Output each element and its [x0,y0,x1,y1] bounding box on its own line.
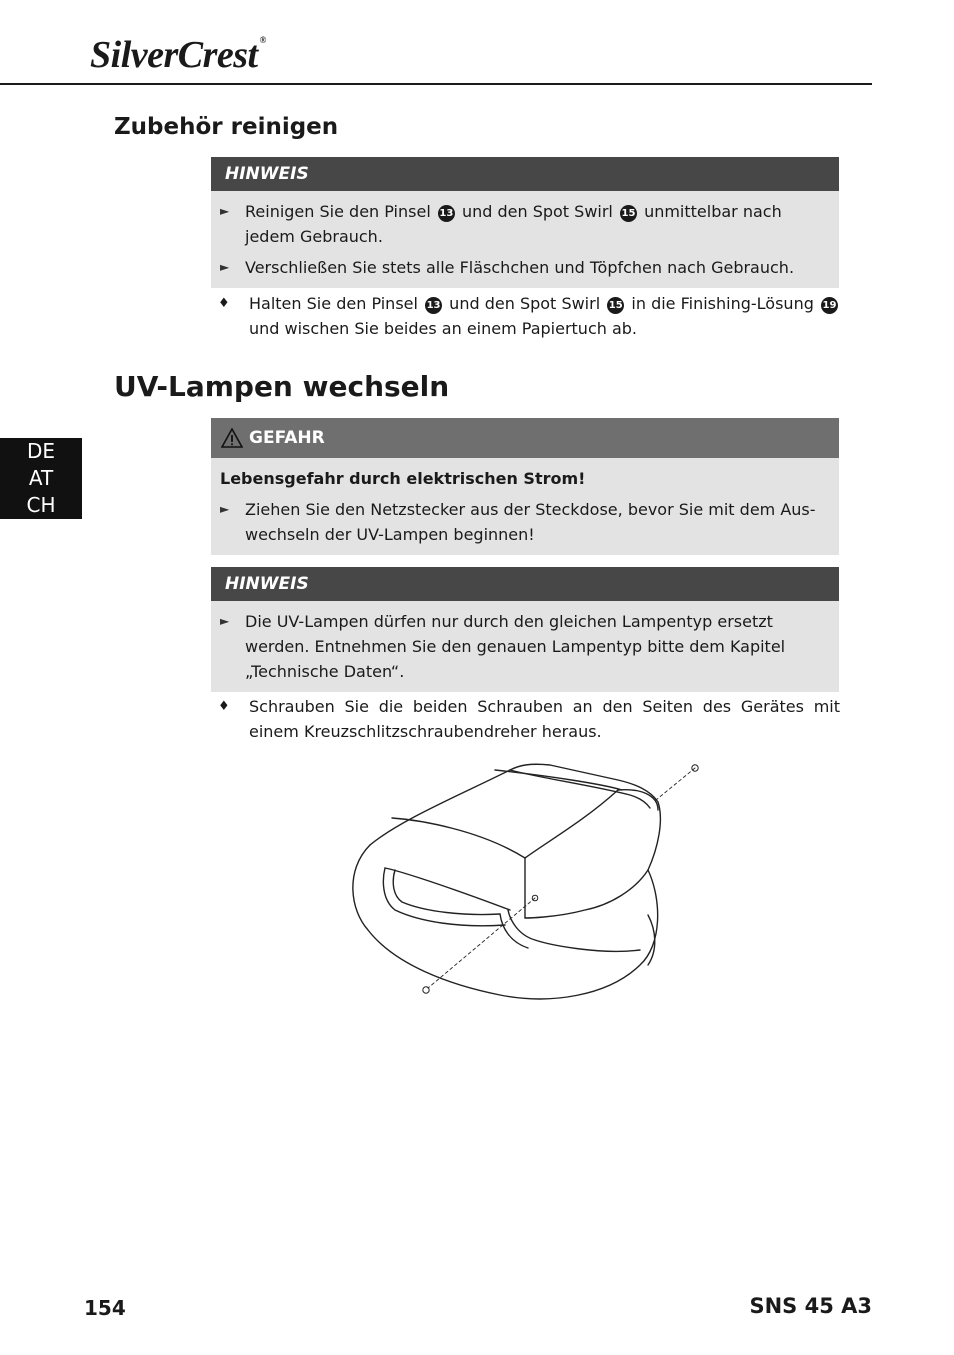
warning-triangle-icon [221,428,243,448]
diamond-bullet-icon: ♦ [218,699,230,714]
list-item: ► Reinigen Sie den Pinsel 13 und den Spot Swirl 15 unmittelbar nach jedem Gebrauch. [220,199,821,249]
hinweis-box-2 [211,567,839,692]
section-title-uv-lampen: UV-Lampen wechseln [114,370,450,403]
list-item: ► Die UV-Lampen dürfen nur durch den gleichen Lampentyp ersetzt werden. Entnehmen Sie den genauen Lampentyp bitte dem Kapitel „Technische Daten“. [220,609,821,684]
hinweis-header: HINWEIS [211,567,839,601]
instruction-step: ♦ Halten Sie den Pinsel 13 und den Spot Swirl 15 in die Finishing-Lösung 19 und wischen Sie beides an einem Papiertuch ab. [218,291,840,341]
part-number-badge: 15 [620,205,637,222]
header-rule [0,83,872,85]
instruction-step: ♦ Schrauben Sie die beiden Schrauben an den Seiten des Gerätes mit einem Kreuzschlitzschraubendreher heraus. [218,694,840,744]
arrow-bullet-icon: ► [220,502,230,516]
part-number-badge: 13 [438,205,455,222]
brand-logo: SilverCrest ® [90,34,266,76]
arrow-bullet-icon: ► [220,260,230,274]
page-number: 154 [84,1296,126,1320]
part-number-badge: 13 [425,297,442,314]
part-number-badge: 15 [607,297,624,314]
model-number: SNS 45 A3 [749,1294,872,1318]
gefahr-header: GEFAHR [211,418,839,458]
part-number-badge: 19 [821,297,838,314]
device-illustration [340,750,710,1015]
diamond-bullet-icon: ♦ [218,296,230,311]
list-item: ► Ziehen Sie den Netzstecker aus der Steckdose, bevor Sie mit dem Aus-wechseln der UV-Lampen beginnen! [220,497,821,547]
language-tab: DE AT CH [0,438,82,519]
hinweis-box-1 [211,157,839,288]
arrow-bullet-icon: ► [220,614,230,628]
section-title-zubehoer: Zubehör reinigen [114,114,339,140]
gefahr-box [211,418,839,555]
gefahr-subtitle: Lebensgefahr durch elektrischen Strom! [220,469,586,488]
list-item: ► Verschließen Sie stets alle Fläschchen und Töpfchen nach Gebrauch. [220,255,821,280]
arrow-bullet-icon: ► [220,204,230,218]
hinweis-header: HINWEIS [211,157,839,191]
